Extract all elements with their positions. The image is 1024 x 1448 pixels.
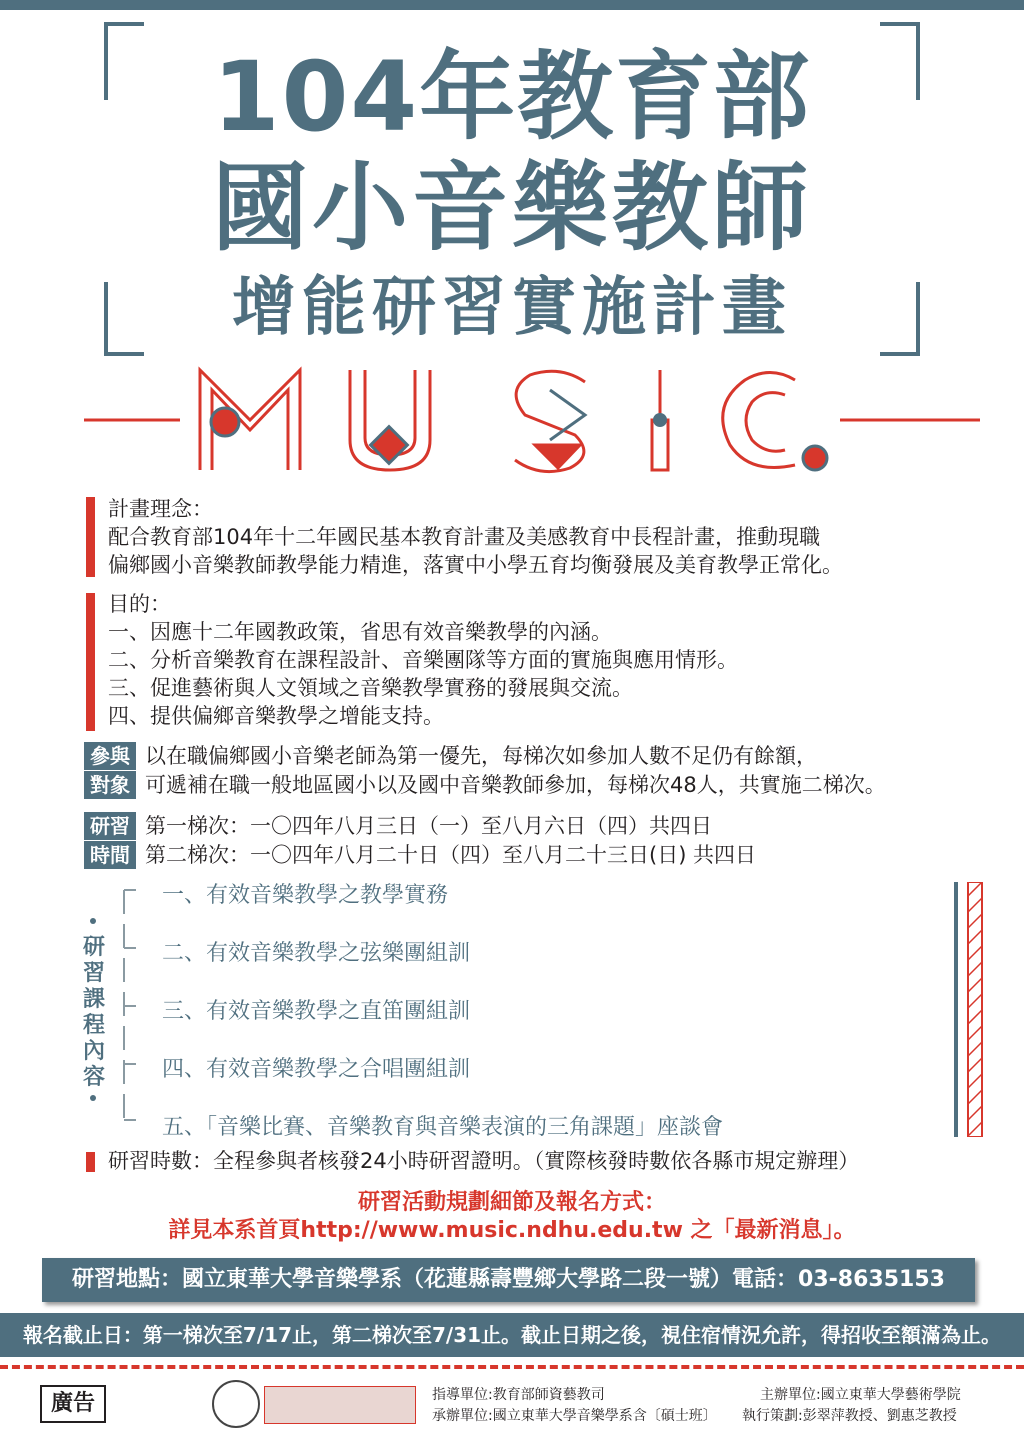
concept-line: 偏鄉國小音樂教師教學能力精進，落實中小學五育均衡發展及美育教學正常化。 [108, 553, 843, 577]
schedule-line: 第一梯次：一〇四年八月三日（一）至八月六日（四）共四日 [145, 814, 712, 838]
title-line-2: 國小音樂教師 [212, 152, 812, 264]
ndhu-arts-logo [264, 1386, 416, 1424]
right-stripe-hatched [966, 882, 986, 1137]
moe-logo [212, 1380, 260, 1428]
schedule-line: 第二梯次：一〇四年八月二十日（四）至八月二十三日(日) 共四日 [145, 843, 757, 867]
concept-marker [86, 497, 95, 577]
registration-line-2: 詳見本系首頁http://www.music.ndhu.edu.tw 之「最新消息」。 [168, 1218, 856, 1243]
music-letter-s [515, 371, 585, 471]
supervisor-credit: 指導單位:教育部師資藝教司 [432, 1387, 605, 1403]
purpose-item: 一、因應十二年國教政策，省思有效音樂教學的內涵。 [108, 620, 612, 644]
participants-tag-top: 參與 [84, 742, 136, 770]
purpose-item: 二、分析音樂教育在課程設計、音樂團隊等方面的實施與應用情形。 [108, 648, 738, 672]
music-letter-u [350, 370, 430, 470]
executor-credit: 承辦單位:國立東華大學音樂學系含〔碩士班〕 [432, 1408, 717, 1424]
course-dot-top [90, 918, 96, 924]
concept-line: 配合教育部104年十二年國民基本教育計畫及美感教育中長程計畫，推動現職 [108, 525, 821, 549]
hours-marker [86, 1152, 95, 1172]
purpose-heading: 目的： [108, 592, 171, 616]
deadline-banner: 報名截止日：第一梯次至7/17止，第二梯次至7/31止。截止日期之後，視住宿情況允許，得招收至額滿為止。 [0, 1313, 1024, 1357]
top-bar [0, 0, 1024, 10]
participants-line: 以在職偏鄉國小音樂老師為第一優先，每梯次如參加人數不足仍有餘額， [145, 744, 817, 768]
organizer-credit: 主辦單位:國立東華大學藝術學院 [760, 1387, 961, 1403]
music-letter-c [723, 373, 827, 471]
course-tree-lines [118, 880, 148, 1130]
course-item: 二、有效音樂教學之弦樂團組訓 [162, 941, 471, 966]
music-banner [80, 360, 984, 480]
schedule-tag-top: 研習 [84, 812, 136, 840]
purpose-section [108, 590, 738, 730]
course-dot-bottom [90, 1095, 96, 1101]
purpose-marker [86, 593, 95, 731]
planner-credit: 執行策劃:彭翠萍教授、劉惠芝教授 [742, 1408, 957, 1424]
course-vertical-label: 研習課程內容 [82, 935, 105, 1090]
schedule-tag-bottom: 時間 [84, 841, 136, 869]
title-line-3: 增能研習實施計畫 [232, 271, 792, 345]
hours-text: 研習時數：全程參與者核發24小時研習證明。（實際核發時數依各縣市規定辦理） [108, 1149, 860, 1173]
concept-heading: 計畫理念： [108, 497, 213, 521]
ad-label: 廣告 [40, 1385, 106, 1423]
purpose-item: 三、促進藝術與人文領域之音樂教學實務的發展與交流。 [108, 676, 633, 700]
music-letter-i [652, 370, 668, 470]
dashed-divider [0, 1365, 1024, 1369]
music-letter-m [200, 370, 300, 470]
participants-line: 可遞補在職一般地區國小以及國中音樂教師參加，每梯次48人，共實施二梯次。 [145, 773, 886, 797]
concept-section [108, 495, 843, 579]
course-item: 五、「音樂比賽、音樂教育與音樂表演的三角課題」座談會 [162, 1115, 724, 1140]
purpose-item: 四、提供偏鄉音樂教學之增能支持。 [108, 704, 444, 728]
right-stripe-blue [954, 882, 958, 1137]
course-item: 四、有效音樂教學之合唱團組訓 [162, 1057, 471, 1082]
participants-tag-bottom: 對象 [84, 771, 136, 799]
registration-line-1: 研習活動規劃細節及報名方式： [357, 1190, 666, 1215]
venue-banner: 研習地點：國立東華大學音樂學系（花蓮縣壽豐鄉大學路二段一號）電話：03-8635153 [42, 1258, 975, 1302]
course-item: 一、有效音樂教學之教學實務 [162, 883, 449, 908]
title-line-1: 104年教育部 [212, 41, 812, 153]
course-item: 三、有效音樂教學之直笛團組訓 [162, 999, 471, 1024]
